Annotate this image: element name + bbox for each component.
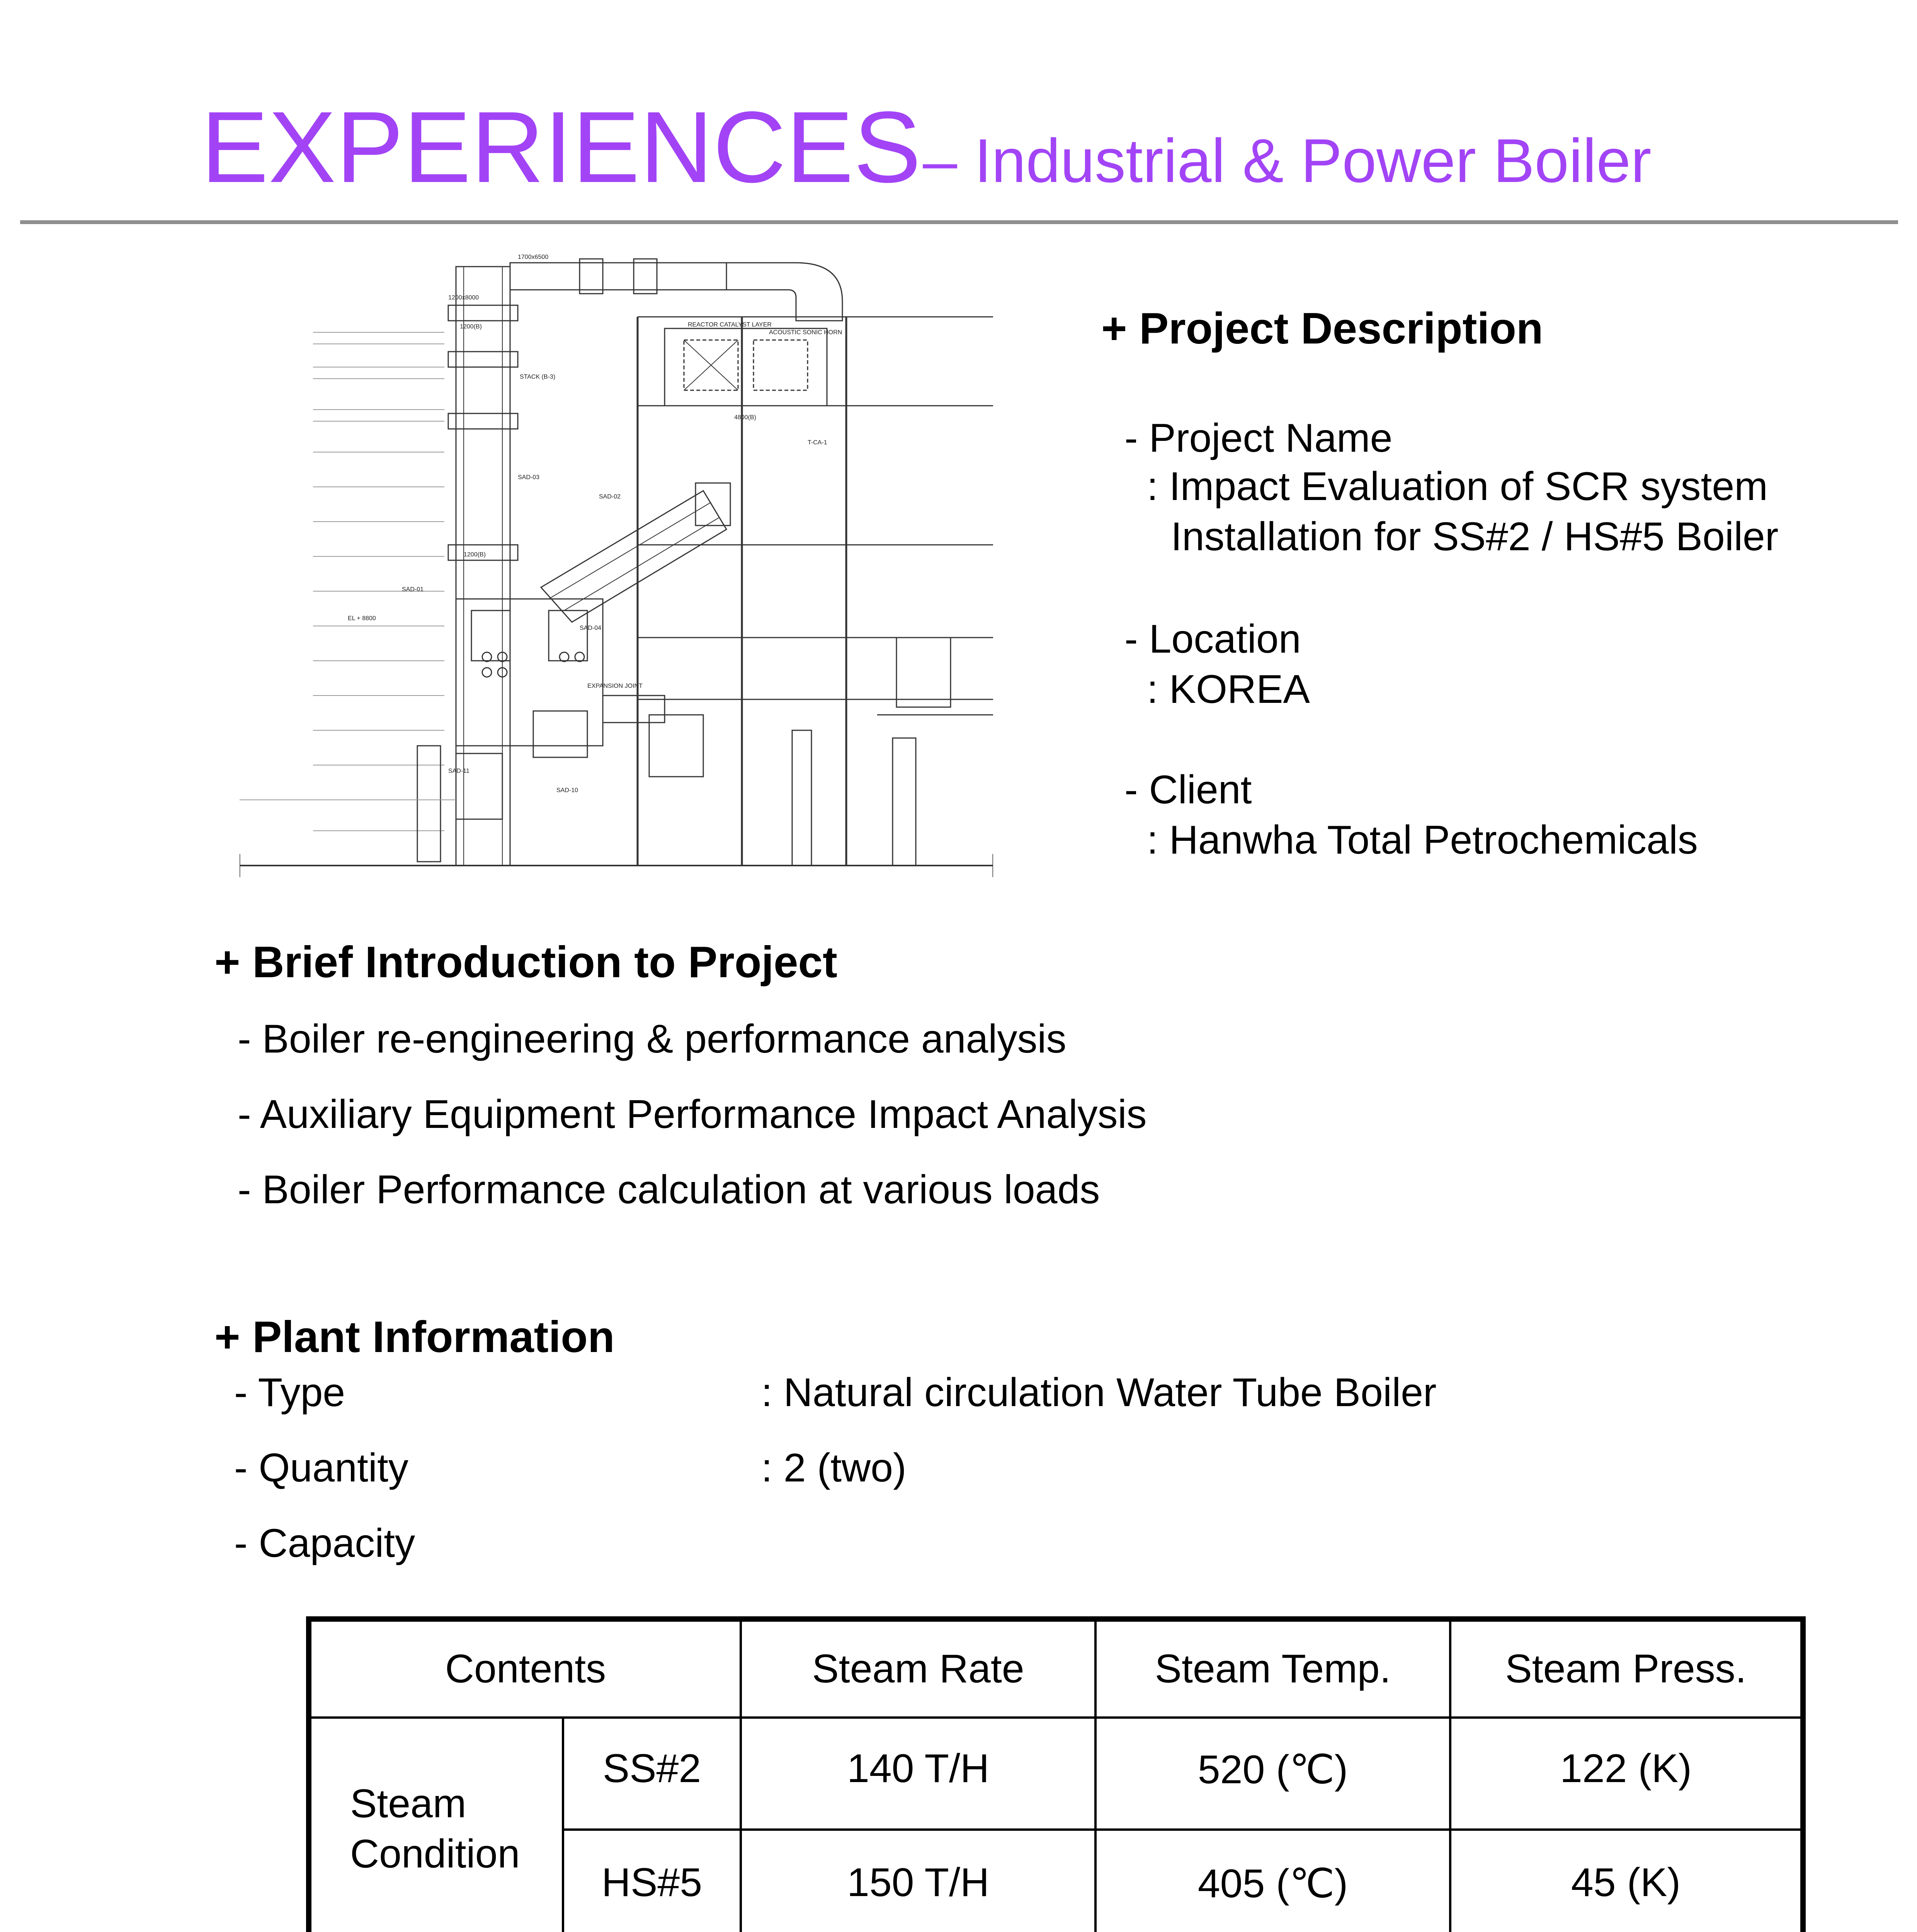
drawing-label: 1200(B) <box>464 551 486 558</box>
plant-info-heading: + Plant Information <box>214 1313 615 1362</box>
project-description-heading: + Project Description <box>1101 304 1543 353</box>
drawing-label: 1200(B) <box>460 323 482 330</box>
page-title-main: EXPERIENCES <box>201 90 921 204</box>
table-cell-rate: 140 T/H <box>741 1718 1095 1830</box>
drawing-label: 1200x8000 <box>448 294 479 301</box>
table-header-row <box>309 1619 1803 1718</box>
plant-capacity-label: - Capacity <box>234 1521 415 1566</box>
brief-intro-item: - Boiler re-engineering & performance analysis <box>238 1017 1067 1061</box>
table-cell-unit: SS#2 <box>563 1718 741 1830</box>
drawing-label: 4800(B) <box>734 414 756 421</box>
table-header-steam-temp: Steam Temp. <box>1095 1619 1450 1718</box>
plant-type-value: : Natural circulation Water Tube Boiler <box>761 1370 1437 1415</box>
project-name-value-line1: : Impact Evaluation of SCR system <box>1147 464 1768 509</box>
drawing-label: SAD-02 <box>599 493 621 500</box>
capacity-table <box>306 1616 1806 1932</box>
table-cell-unit: HS#5 <box>563 1830 741 1932</box>
plant-type-label: - Type <box>234 1370 345 1415</box>
brief-intro-item: - Boiler Performance calculation at various loads <box>238 1167 1100 1212</box>
drawing-label: EL + 8800 <box>348 615 376 622</box>
brief-intro-heading: + Brief Introduction to Project <box>214 938 837 987</box>
page-title-sub: – Industrial & Power Boiler <box>923 126 1652 195</box>
drawing-label: EXPANSION JOINT <box>587 683 643 689</box>
drawing-label: SAD-10 <box>556 787 578 794</box>
table-row <box>309 1718 1803 1830</box>
steam-condition-line2: Condition <box>350 1832 520 1876</box>
drawing-label: SAD-01 <box>402 586 424 593</box>
project-name-label: - Project Name <box>1124 416 1393 461</box>
drawing-label: SAD-11 <box>448 768 469 774</box>
table-cell-temp: 405 (℃) <box>1095 1830 1450 1932</box>
table-cell-press: 122 (K) <box>1450 1718 1803 1830</box>
plant-quantity-label: - Quantity <box>234 1446 408 1490</box>
drawing-label: REACTOR CATALYST LAYER <box>688 321 772 328</box>
location-value: : KOREA <box>1147 667 1310 712</box>
location-label: - Location <box>1124 617 1301 662</box>
drawing-label: T-CA-1 <box>808 439 827 446</box>
steam-condition-line1: Steam <box>350 1781 466 1826</box>
drawing-label: SAD-04 <box>580 625 602 631</box>
drawing-label: STACK (B-3) <box>520 374 556 380</box>
client-value: : Hanwha Total Petrochemicals <box>1147 818 1698 862</box>
steam-condition-cell <box>309 1718 563 1932</box>
brief-intro-item: - Auxiliary Equipment Performance Impact Analysis <box>238 1092 1147 1137</box>
plant-quantity-value: : 2 (two) <box>761 1446 907 1490</box>
project-name-value-line2: Installation for SS#2 / HS#5 Boiler <box>1171 514 1779 559</box>
client-label: - Client <box>1124 767 1252 812</box>
drawing-label: 1700x6500 <box>518 254 549 260</box>
table-cell-temp: 520 (℃) <box>1095 1718 1450 1830</box>
table-header-steam-rate: Steam Rate <box>741 1619 1095 1718</box>
drawing-label: SAD-03 <box>518 474 540 481</box>
table-cell-rate: 150 T/H <box>741 1830 1095 1932</box>
page-title <box>201 89 1651 206</box>
table-header-steam-press: Steam Press. <box>1450 1619 1803 1718</box>
drawing-label: ACOUSTIC SONIC HORN <box>769 329 842 336</box>
header-rule <box>20 220 1898 224</box>
table-cell-press: 45 (K) <box>1450 1830 1803 1932</box>
table-header-contents: Contents <box>309 1619 741 1718</box>
boiler-scr-drawing <box>240 251 993 893</box>
